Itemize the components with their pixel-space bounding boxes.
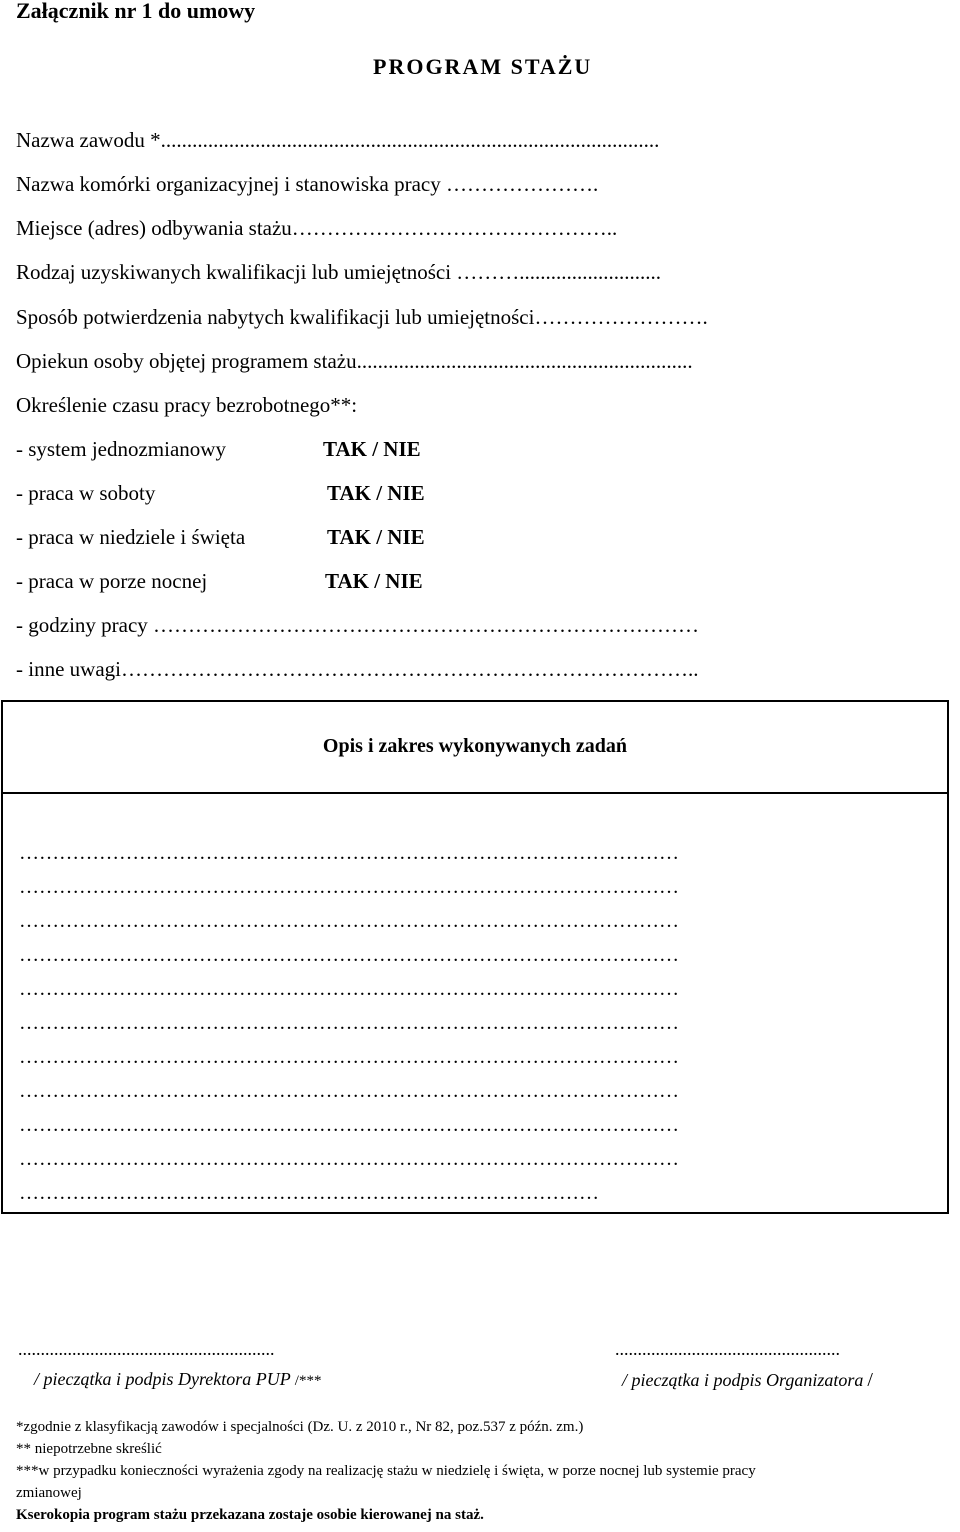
tasks-box-header (3, 702, 947, 794)
field-supervisor[interactable]: Opiekun osoby objętej programem stażu................................................................ (16, 349, 693, 373)
task-line[interactable]: ……………………………………………………………………………………… (19, 1012, 679, 1034)
work-time-label-single-shift: - system jednozmianowy (16, 437, 226, 461)
task-line[interactable]: ……………………………………………………………………………………… (19, 1080, 679, 1102)
work-time-option-single-shift[interactable]: TAK / NIE (323, 437, 421, 461)
signature-left-line[interactable]: ......................................................... (18, 1339, 275, 1359)
footnote-strike-out: ** niepotrzebne skreślić (16, 1441, 162, 1457)
tasks-box (1, 700, 949, 1214)
signature-right-line[interactable]: .................................................. (615, 1339, 840, 1359)
field-location[interactable]: Miejsce (adres) odbywania stażu……………………………………….. (16, 216, 618, 240)
tasks-title: Opis i zakres wykonywanych zadań (322, 735, 628, 757)
task-line[interactable]: ……………………………………………………………………………………… (19, 876, 679, 898)
task-line[interactable]: ……………………………………………………………………………………… (19, 1046, 679, 1068)
signature-left-caption (34, 1369, 321, 1390)
signature-left-suffix: /*** (294, 1373, 322, 1389)
footnote-classification: *zgodnie z klasyfikacją zawodów i specjalności (Dz. U. z 2010 r., Nr 82, poz.537 z późn. zm.) (16, 1419, 584, 1435)
field-working-hours[interactable]: - godziny pracy …………………………………………………………………… (16, 613, 700, 637)
work-time-option-sundays-holidays[interactable]: TAK / NIE (327, 525, 425, 549)
footnote-consent: ***w przypadku konieczności wyrażenia zgody na realizację stażu w niedzielę i święta, w porze nocnej lub systemie pracy (16, 1463, 756, 1479)
task-line[interactable]: …………………………………………………………………………… (19, 1182, 599, 1204)
signature-right-suffix: / (867, 1369, 873, 1391)
task-line[interactable]: ……………………………………………………………………………………… (19, 978, 679, 1000)
work-time-label-saturdays: - praca w soboty (16, 481, 156, 505)
work-time-heading: Określenie czasu pracy bezrobotnego**: (16, 393, 358, 417)
field-qualifications[interactable]: Rodzaj uzyskiwanych kwalifikacji lub umiejętności ………........................... (16, 260, 662, 284)
footnote-copy-note: Kserokopia program stażu przekazana zostaje osobie kierowanej na staż. (16, 1507, 484, 1523)
work-time-option-night[interactable]: TAK / NIE (325, 569, 423, 593)
work-time-label-sundays-holidays: - praca w niedziele i święta (16, 525, 246, 549)
task-line[interactable]: ……………………………………………………………………………………… (19, 1114, 679, 1136)
signature-right-caption (622, 1369, 873, 1392)
task-line[interactable]: ……………………………………………………………………………………… (19, 910, 679, 932)
annex-title: Załącznik nr 1 do umowy (16, 0, 256, 23)
field-confirmation-method[interactable]: Sposób potwierdzenia nabytych kwalifikacji lub umiejętności……………………. (16, 305, 708, 329)
signature-left-label: / pieczątka i podpis Dyrektora PUP (34, 1369, 291, 1389)
task-line[interactable]: ……………………………………………………………………………………… (19, 842, 679, 864)
task-line[interactable]: ……………………………………………………………………………………… (19, 944, 679, 966)
field-other-remarks[interactable]: - inne uwagi……………………………………………………………………….. (16, 657, 699, 681)
field-profession[interactable]: Nazwa zawodu *............................................................................................... (16, 128, 660, 152)
program-title: PROGRAM STAŻU (373, 54, 593, 79)
signature-right-label: / pieczątka i podpis Organizatora (622, 1370, 864, 1390)
work-time-label-night: - praca w porze nocnej (16, 569, 208, 593)
task-line[interactable]: ……………………………………………………………………………………… (19, 1148, 679, 1170)
work-time-option-saturdays[interactable]: TAK / NIE (327, 481, 425, 505)
field-unit-position[interactable]: Nazwa komórki organizacyjnej i stanowiska pracy …………………. (16, 172, 599, 196)
footnote-consent-cont: zmianowej (16, 1485, 82, 1501)
